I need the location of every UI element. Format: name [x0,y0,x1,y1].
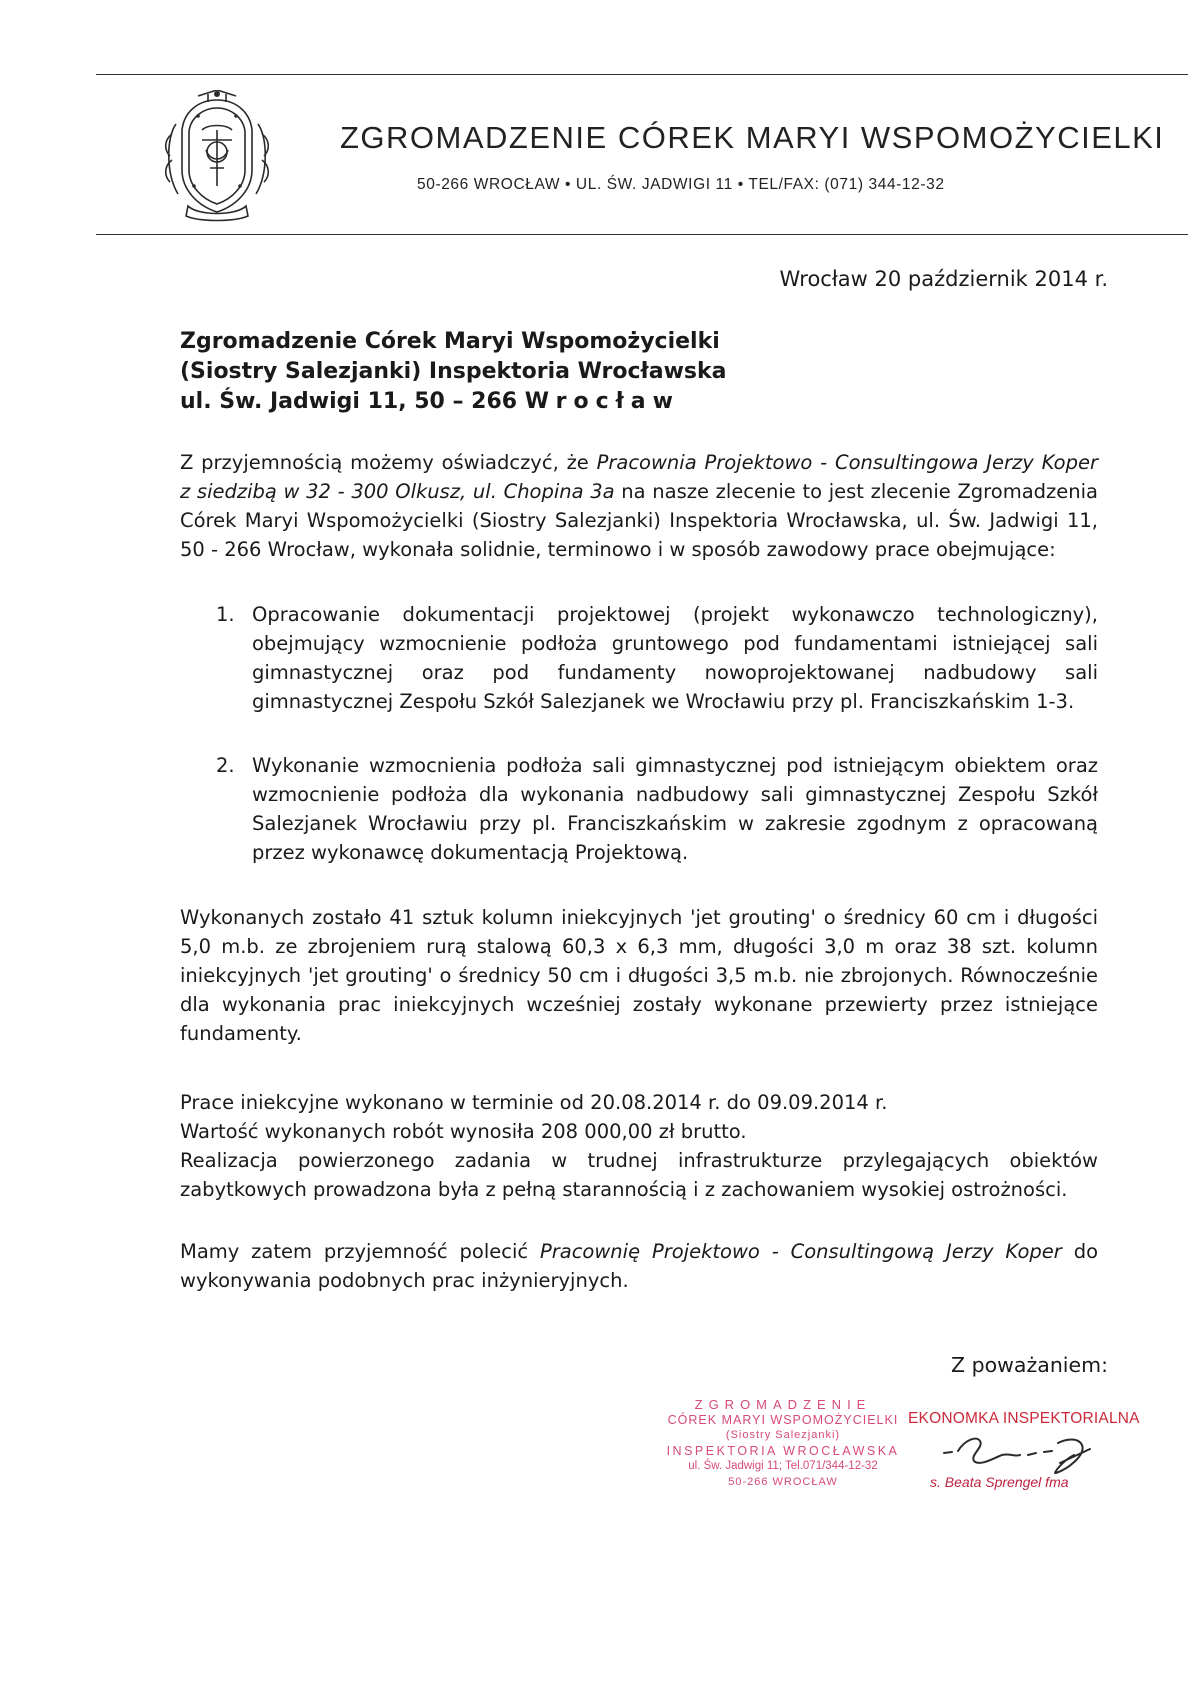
stamp-line: 50-266 WROCŁAW [728,1475,838,1488]
organization-stamp [648,1397,918,1490]
signatory-role: EKONOMKA INSPEKTORIALNA [908,1410,1140,1427]
letter-date: Wrocław 20 październik 2014 r. [779,267,1108,291]
letterhead-title: ZGROMADZENIE CÓREK MARYI WSPOMOŻYCIELKI [340,120,1165,155]
terms-value: Wartość wykonanych robót wynosiła 208 000,00 zł brutto. [180,1120,747,1143]
recipient-line: Zgromadzenie Córek Maryi Wspomożycielki [180,329,720,354]
list-item-number: 2. [216,754,235,777]
list-item-text: Wykonanie wzmocnienia podłoża sali gimnastycznej pod istniejącym obiektem oraz wzmocnienie podłoża dla wykonania nadbudowy sali gimnastycznej Zespołu Szkół Salezjanek Wrocławiu przy pl. Franciszkańskim w zakresie zgodnym z opracowaną przez wykonawcę dokumentacją Projektową. [252,754,1098,864]
scope-details-text: Wykonanych zostało 41 sztuk kolumn iniekcyjnych 'jet grouting' o średnicy 60 cm i długości 5,0 m.b. ze zbrojeniem rurą stalową 60,3 x 6,3 mm, długości 3,0 m oraz 38 szt. kolumn iniekcyjnych 'jet grouting' o średnicy 50 cm i długości 3,5 m.b. nie zbrojonych. Równocześnie dla wykonania prac iniekcyjnych wcześniej zostały wykonane przewierty przez istniejące fundamenty. [180,906,1098,1045]
signatory-name: s. Beata Sprengel fma [930,1474,1069,1490]
paragraph-recommendation [180,1237,1098,1295]
handwritten-signature [940,1425,1100,1485]
stamp-line: ul. Św. Jadwigi 11; Tel.071/344-12-32 [688,1460,878,1472]
paragraph-terms [180,1088,1098,1204]
contractor-name: Pracownia Projektowo - Consultingowa Jerzy Koper z siedzibą w 32 - 300 Olkusz, ul. Chopina 3a [180,451,1098,503]
recipient-block [180,327,726,417]
list-item-text: Opracowanie dokumentacji projektowej (projekt wykonawczo technologiczny), obejmujący wzmocnienie podłoża gruntowego pod fundamentami istniejącej sali gimnastycznej oraz pod fundamenty nowoprojektowanej nadbudowy sali gimnastycznej Zespołu Szkół Salezjanek we Wrocławiu przy pl. Franciszkańskim 1-3. [252,603,1098,713]
religious-crest-icon [158,90,276,222]
letterhead-address: 50-266 WROCŁAW • UL. ŚW. JADWIGI 11 • TEL/FAX: (071) 344-12-32 [417,176,945,193]
closing-salutation: Z poważaniem: [951,1353,1108,1377]
recipient-city: Wrocław [524,389,680,414]
stamp-line: ZGROMADZENIE [694,1397,872,1412]
recommendation-text: Mamy zatem przyjemność polecić [180,1240,540,1263]
recommendation-text-cont: do wykonywania podobnych prac inżynieryjnych. [180,1240,1098,1292]
paragraph-scope-details [180,903,1098,1048]
terms-dates: Prace iniekcyjne wykonano w terminie od 20.08.2014 r. do 09.09.2014 r. [180,1091,888,1114]
letterhead-bottom-rule [96,234,1188,235]
letterhead-top-rule [96,74,1188,75]
recommended-contractor: Pracownię Projektowo - Consultingową Jerzy Koper [539,1240,1062,1263]
list-item-number: 1. [216,603,235,626]
intro-text-cont: na nasze zlecenie to jest zlecenie Zgromadzenia Córek Maryi Wspomożycielki (Siostry Salezjanki) Inspektoria Wrocławska, ul. Św. Jadwigi 11, 50 - 266 Wrocław, wykonała solidnie, terminowo i w sposób zawodowy prace obejmujące: [180,480,1098,561]
list-item [180,751,1098,867]
stamp-line: (Siostry Salezjanki) [725,1429,841,1441]
intro-text: Z przyjemnością możemy oświadczyć, że [180,451,597,474]
recipient-line [180,387,726,417]
stamp-line: CÓREK MARYI WSPOMOŻYCIELKI [667,1412,899,1427]
recipient-line: (Siostry Salezjanki) Inspektoria Wrocławska [180,359,727,384]
list-item [180,600,1098,716]
terms-realization: Realizacja powierzonego zadania w trudnej infrastrukturze przylegających obiektów zabytkowych prowadzona była z pełną starannością i z zachowaniem wysokiej ostrożności. [180,1149,1098,1201]
paragraph-intro [180,448,1098,564]
stamp-line: INSPEKTORIA WROCŁAWSKA [666,1443,900,1458]
recipient-street: ul. Św. Jadwigi 11, 50 – 266 [180,389,525,414]
